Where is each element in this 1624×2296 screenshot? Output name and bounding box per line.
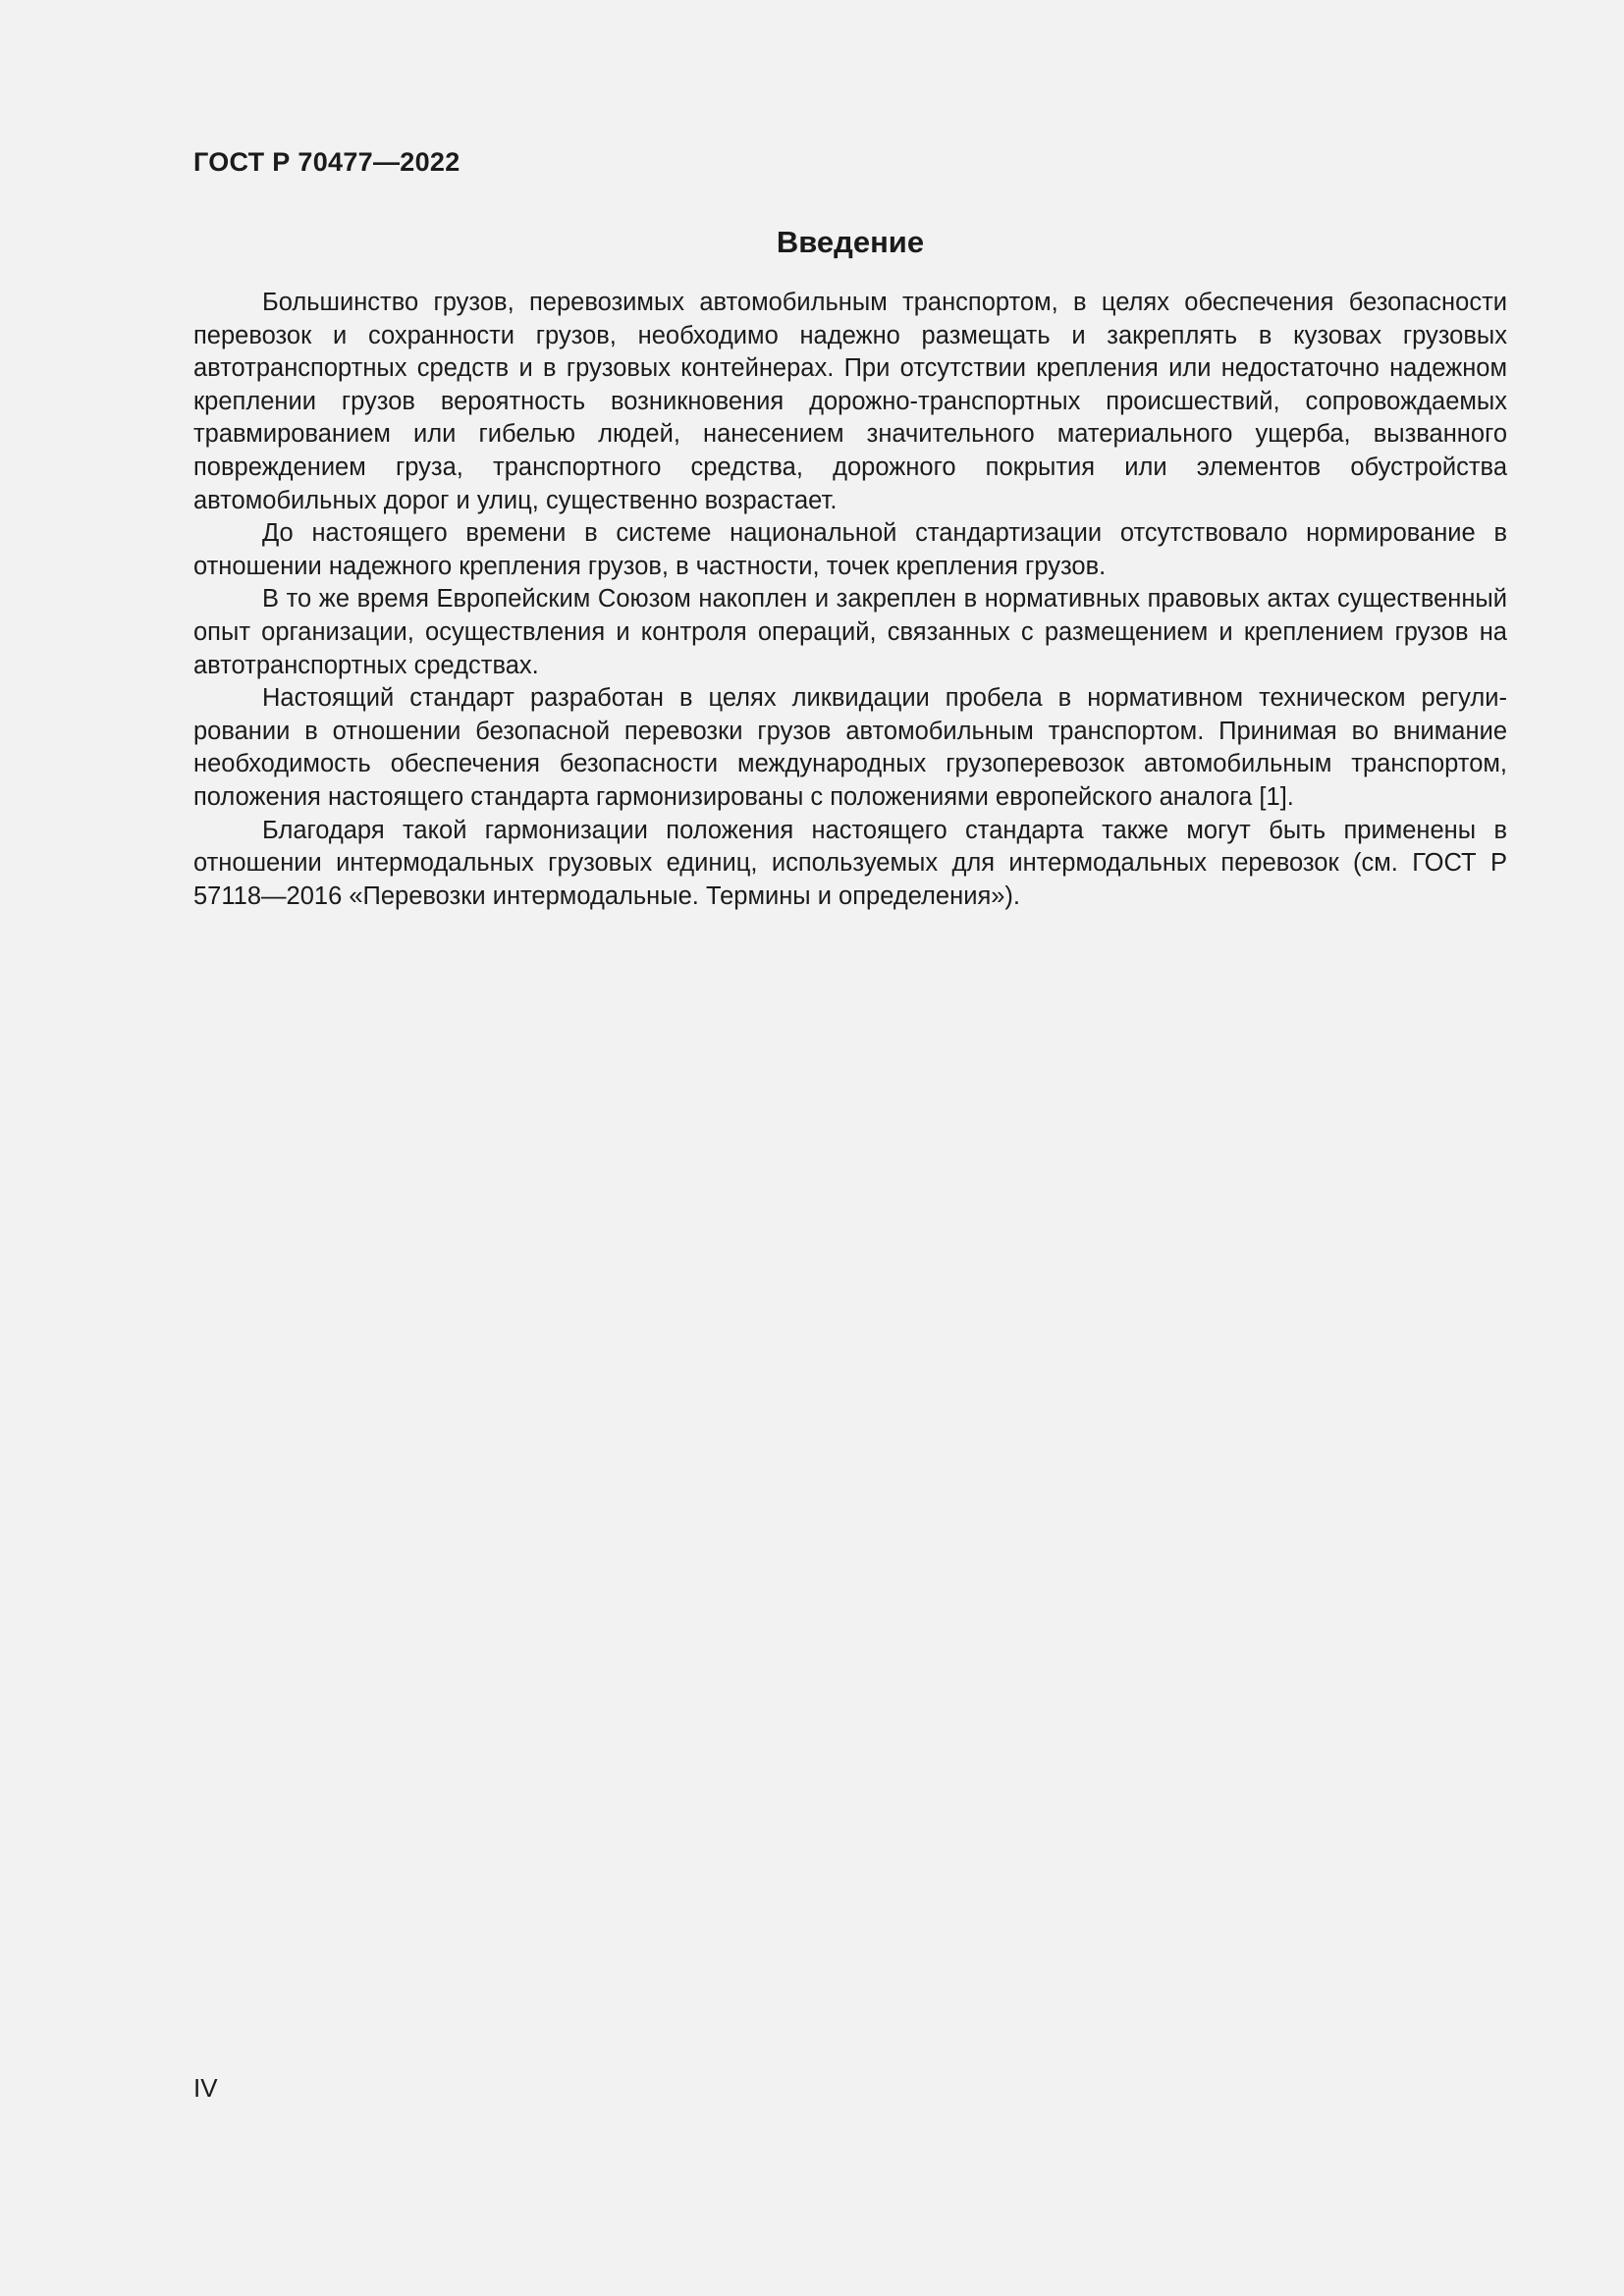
paragraph: Большинство грузов, перевозимых автомобильным транспортом, в целях обеспечения безопасности перевозок и сохранности грузов, необходимо надежно размещать и закреплять в кузовах грузовых автотранспортных средств и в грузовых контейнерах. При отсутствии крепления или недостаточно надежном креплении грузов вероятность возникновения дорожно-транспортных происшествий, сопровождаемых травмированием или гибелью людей, нанесением значительного материального ущерба, вызванного повреждением груза, транспортного средства, дорожного покрытия или элементов обустройства автомобильных дорог и улиц, существенно возрастает. xyxy=(193,289,1507,514)
paragraph: В то же время Европейским Союзом накоплен и закреплен в нормативных правовых актах существенный опыт организации, осуществления и контроля операций, связанных с размещением и креплением грузов на автотранспортных средствах. xyxy=(193,585,1507,679)
paragraph: Настоящий стандарт разработан в целях ликвидации пробела в нормативном техническом регулировании в отношении безопасной перевозки грузов автомобильным транспортом. Принимая во внимание необходимость обеспечения безопасности международных грузоперевозок автомобильным транспортом, положения настоящего стандарта гармонизированы с положениями европейского аналога [1]. xyxy=(193,684,1507,811)
document-code: ГОСТ Р 70477—2022 xyxy=(193,147,460,177)
paragraph: До настоящего времени в системе национальной стандартизации отсутствовало нормирование в отношении надежного крепления грузов, в частности, точек крепления грузов. xyxy=(193,519,1507,580)
body-text xyxy=(193,287,1507,913)
page-number: IV xyxy=(193,2073,218,2103)
section-title: Введение xyxy=(776,225,925,259)
paragraph: Благодаря такой гармонизации положения настоящего стандарта также могут быть применены в отношении интермодальных грузовых единиц, используемых для интермодальных перевозок (см. ГОСТ Р 57118—2016 «Перевозки интермодальные. Термины и определения»). xyxy=(193,816,1507,910)
